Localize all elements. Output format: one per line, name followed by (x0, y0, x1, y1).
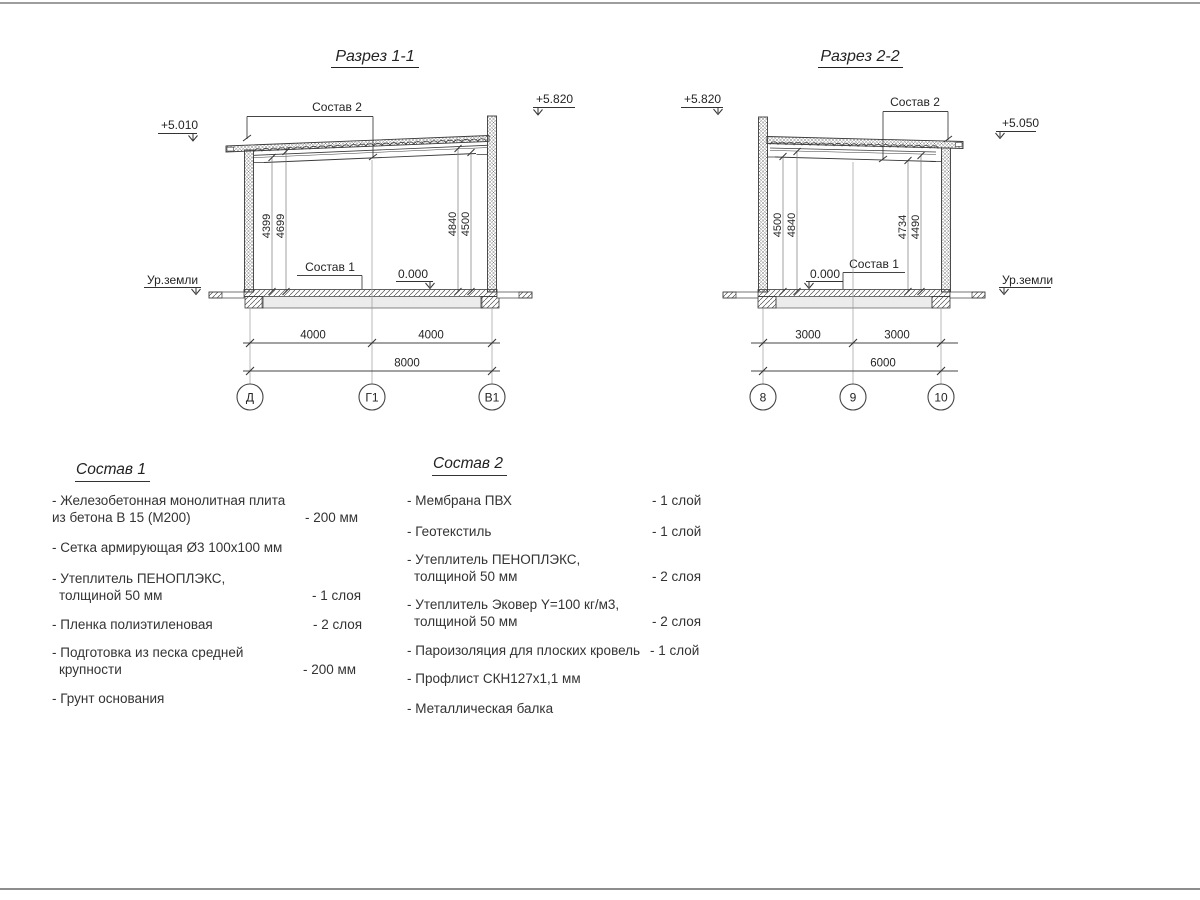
material-item (407, 523, 491, 540)
hdim-left: 3000 (795, 329, 821, 342)
item-line: - Утеплитель ПЕНОПЛЭКС, (407, 552, 581, 567)
foundation-right (481, 297, 499, 309)
item-value: - 200 мм (305, 510, 359, 525)
elevation-mark-left (681, 92, 723, 115)
elevation-mark-right (996, 116, 1040, 139)
vdim-right-outer: 4500 (460, 211, 472, 237)
left-wall (245, 150, 254, 292)
sostav2-title: Состав 2 (432, 455, 507, 476)
section1-structure (226, 116, 497, 292)
material-item (407, 551, 580, 585)
zero-level-value: 0.000 (810, 267, 841, 281)
item-value: - 2 слоя (652, 569, 702, 584)
item-value: - 1 слой (650, 643, 700, 658)
material-item (407, 596, 619, 630)
axis-label: 8 (759, 390, 767, 405)
hdim-total: 8000 (394, 357, 420, 370)
elevation-arrow-icon (714, 108, 723, 115)
foundation-right (932, 297, 950, 309)
elevation-value: +5.010 (161, 118, 199, 132)
elevation-mark-left (158, 118, 198, 141)
item-line: толщиной 50 мм (414, 614, 518, 629)
roof-slab (226, 136, 489, 153)
elevation-arrow-icon (189, 134, 198, 142)
hdim-total: 6000 (870, 357, 896, 370)
axis-label: Д (245, 390, 255, 405)
floor-callout-label: Состав 1 (305, 260, 355, 274)
floor-slab (244, 290, 497, 297)
section2-bottom-dims (750, 162, 958, 410)
section1-bottom-dims (237, 160, 505, 410)
material-item (52, 690, 164, 707)
right-wall (942, 148, 951, 292)
axis-label: 10 (934, 390, 948, 405)
roof-composition-callout (879, 95, 952, 162)
vdim-left-outer: 4840 (786, 212, 798, 238)
item-line: - Железобетонная монолитная плита (52, 493, 286, 508)
vdim-right-inner: 4840 (447, 211, 459, 237)
section-2-2-drawing (660, 40, 1080, 420)
ground-level-mark (999, 273, 1053, 295)
elevation-value: +5.820 (684, 92, 722, 106)
elevation-mark-right (533, 92, 575, 115)
elevation-value: +5.050 (1002, 116, 1040, 130)
vdim-left-inner: 4399 (261, 213, 273, 239)
elevation-arrow-icon (996, 132, 1005, 139)
material-item (52, 616, 213, 633)
item-line: - Грунт основания (52, 691, 165, 706)
item-line: из бетона В 15 (М200) (52, 510, 191, 525)
zero-level-mark (805, 267, 844, 289)
section2-floor (723, 290, 985, 309)
section2-title-group (818, 48, 903, 68)
material-item (52, 644, 243, 678)
ceiling-line (775, 157, 936, 162)
item-line: толщиной 50 мм (59, 588, 163, 603)
material-item (52, 570, 225, 604)
floor-composition-callout (297, 260, 362, 289)
item-line: крупности (59, 662, 122, 677)
sheet-top-border (0, 2, 1200, 4)
beam-seat-right (477, 149, 488, 155)
material-item (407, 700, 553, 717)
roof-callout-label: Состав 2 (890, 95, 940, 109)
right-wall-parapet (488, 116, 497, 292)
section-1-1-drawing (120, 40, 620, 420)
item-value: - 1 слоя (312, 588, 362, 603)
foundation-left (245, 297, 263, 309)
material-item (407, 492, 512, 509)
material-item (52, 539, 282, 556)
material-item (52, 492, 285, 526)
item-line: толщиной 50 мм (414, 569, 518, 584)
vdim-left-inner: 4500 (772, 212, 784, 238)
item-value: - 1 слой (652, 493, 702, 508)
axis-label: 9 (849, 390, 857, 405)
hdim-right: 4000 (418, 329, 444, 342)
beam-seat-right (931, 156, 942, 162)
section1-title-group (331, 48, 419, 68)
down-arrow-icon (805, 282, 814, 289)
material-item (407, 642, 640, 659)
roof-callout-label: Состав 2 (312, 100, 362, 114)
vdim-right-outer: 4490 (910, 214, 922, 240)
item-line: - Пленка полиэтиленовая (52, 617, 213, 632)
section2-title: Разрез 2-2 (820, 48, 900, 65)
zero-level-mark (396, 267, 435, 289)
item-line: - Утеплитель ПЕНОПЛЭКС, (52, 571, 226, 586)
sostav1-title: Состав 1 (75, 461, 150, 482)
ground-level-label: Ур.земли (1002, 273, 1054, 287)
item-value: - 2 слоя (313, 617, 363, 632)
section1-vertical-dims (261, 145, 475, 295)
hdim-right: 3000 (884, 329, 910, 342)
item-value: - 1 слой (652, 524, 702, 539)
beam-seat-left (768, 151, 779, 157)
item-value: - 200 мм (303, 662, 357, 677)
item-line: - Геотекстиль (407, 524, 492, 539)
item-line: - Мембрана ПВХ (407, 493, 512, 508)
item-line: - Пароизоляция для плоских кровель (407, 643, 641, 658)
item-line: - Профлист СКН127х1,1 мм (407, 671, 581, 686)
vdim-left-outer: 4699 (275, 213, 287, 239)
item-value: - 2 слоя (652, 614, 702, 629)
item-line: - Сетка армирующая Ø3 100х100 мм (52, 540, 283, 555)
down-arrow-icon (192, 288, 201, 295)
ground-level-label: Ур.земли (147, 273, 199, 287)
zero-level-value: 0.000 (398, 267, 429, 281)
ground-level-mark (144, 273, 201, 295)
sheet-bottom-border (0, 888, 1200, 890)
material-item (407, 670, 581, 687)
section2-vertical-dims (772, 148, 925, 295)
sand-bed (776, 297, 932, 309)
item-line: - Утеплитель Эковер Y=100 кг/м3, (407, 597, 620, 612)
ceiling-line (264, 154, 476, 163)
roof-eave-notch (956, 143, 963, 147)
foundation-left (758, 297, 776, 309)
floor-composition-callout (843, 257, 905, 289)
hdim-left: 4000 (300, 329, 326, 342)
axis-label: В1 (484, 390, 500, 405)
floor-callout-label: Состав 1 (849, 257, 899, 271)
floor-slab (758, 290, 950, 297)
left-wall-parapet (759, 117, 768, 292)
elevation-arrow-icon (534, 108, 543, 116)
down-arrow-icon (1000, 288, 1009, 295)
down-arrow-icon (426, 282, 435, 289)
item-line: - Подготовка из песка средней (52, 645, 244, 660)
section1-floor (209, 290, 532, 309)
item-line: - Металлическая балка (407, 701, 554, 716)
elevation-value: +5.820 (536, 92, 574, 106)
vdim-right-inner: 4734 (897, 214, 909, 240)
axis-label: Г1 (365, 390, 379, 405)
roof-eave-notch (227, 147, 234, 151)
roof-beam-chord (770, 148, 936, 152)
section1-title: Разрез 1-1 (335, 48, 415, 65)
